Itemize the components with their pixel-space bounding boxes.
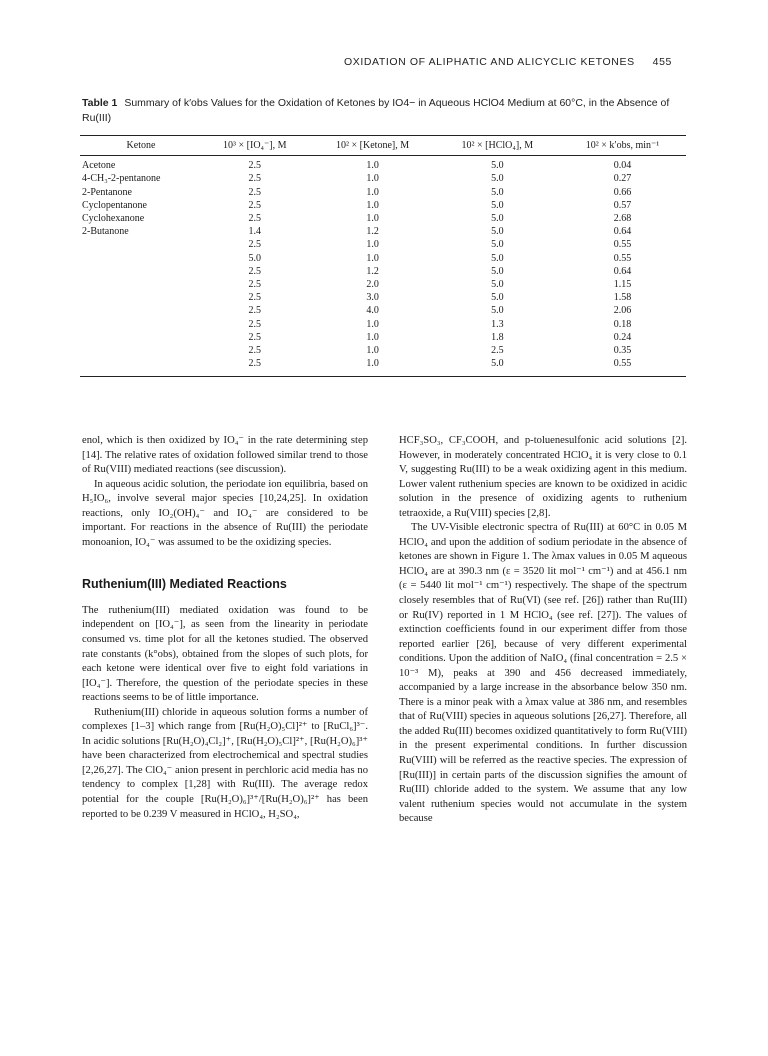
table-cell: 5.0 bbox=[436, 357, 559, 377]
table-cell: 2.5 bbox=[248, 199, 262, 211]
table-cell bbox=[80, 357, 200, 377]
table-cell: 0.64 bbox=[613, 226, 632, 238]
table-cell: 0.04 bbox=[613, 160, 632, 172]
table-cell: Cyclohexanone bbox=[82, 213, 145, 225]
column-header: 10² × [Ketone], M bbox=[310, 136, 436, 156]
paragraph: HCF₃SO₃, CF₃COOH, and p-toluenesulfonic acid solutions [2]. However, in moderately concentrated HClO₄ it is very close to 0.1 V, suggesting Ru(III) to be a weak oxidizing agent in this medium. Lower valent ruthenium species are known to be oxidized in acidic solution in the presence of oxidizing agents to ruthenium tetraoxide, a Ru(VIII) species [2,8]. bbox=[399, 435, 687, 519]
paragraph: Ruthenium(III) chloride in aqueous solution forms a number of complexes [1–3] which range from [Ru(H₂O)₅Cl]²⁺ to [RuCl₆]³⁻. In acidic solutions [Ru(H₂O)₄Cl₂]⁺, [Ru(H₂O)₅Cl]²⁺, [Ru(H₂O)₆]³⁺ have been characterized from electrochemical and spectral studies [2,26,27]. The ClO₄⁻ anion present in perchloric acid media has no tendency to complex [1,28] with Ru(III). The average redox potential for the couple [Ru(H₂O)₆]³⁺/[Ru(H₂O)₆]²⁺ has been reported to be 0.239 V measured in HClO₄, H₂SO₄, bbox=[82, 706, 368, 820]
table-cell: 1.0 bbox=[366, 199, 379, 211]
table-cell: 1.3 bbox=[491, 318, 504, 330]
table-cell bbox=[80, 278, 200, 291]
table-cell: 2.5 bbox=[248, 239, 262, 251]
table-cell: 2.5 bbox=[491, 345, 504, 357]
table-cell: 2.06 bbox=[613, 305, 632, 317]
table-cell: 1.0 bbox=[366, 160, 379, 172]
table-cell: 0.55 bbox=[613, 252, 632, 264]
table-cell: 2.68 bbox=[613, 213, 632, 225]
table-cell: 5.0 bbox=[491, 186, 504, 198]
table-cell: 5.0 bbox=[491, 265, 504, 277]
table-cell: 1.2 bbox=[366, 265, 379, 277]
table-cell: 2.5 bbox=[248, 160, 262, 172]
table-cell bbox=[80, 344, 200, 357]
table-cell: 4.0 bbox=[366, 305, 379, 317]
table-cell bbox=[80, 331, 200, 344]
table-cell: 2.5 bbox=[248, 213, 262, 225]
table-cell: 3.0 bbox=[366, 292, 379, 304]
table-cell: 5.0 bbox=[491, 252, 504, 264]
table-row bbox=[80, 357, 686, 377]
table-cell bbox=[80, 304, 200, 317]
table-cell: 1.4 bbox=[248, 226, 262, 238]
table-cell: 1.0 bbox=[366, 252, 379, 264]
table-row bbox=[80, 304, 686, 317]
column-header: 10² × k′obs, min⁻¹ bbox=[559, 136, 686, 156]
table-cell: 0.24 bbox=[613, 331, 632, 343]
table-cell: 2.5 bbox=[248, 292, 262, 304]
table-row bbox=[80, 212, 686, 225]
column-header: 10³ × [IO₄⁻], M bbox=[200, 136, 310, 156]
table-row bbox=[80, 344, 686, 357]
table-cell: Cyclopentanone bbox=[82, 199, 147, 211]
table-cell bbox=[80, 252, 200, 265]
table-row bbox=[80, 225, 686, 238]
table-cell: 2.5 bbox=[248, 305, 262, 317]
table-cell: 1.0 bbox=[366, 331, 379, 343]
table-header-row bbox=[80, 136, 686, 156]
table-cell: 1.58 bbox=[613, 292, 632, 304]
table-cell: 2.5 bbox=[200, 357, 310, 377]
table-cell: 5.0 bbox=[491, 160, 504, 172]
column-header: Ketone bbox=[80, 136, 200, 156]
table-cell: 0.55 bbox=[613, 239, 632, 251]
section-heading: Ruthenium(III) Mediated Reactions bbox=[82, 577, 287, 592]
table-cell: 2.5 bbox=[248, 318, 262, 330]
table-cell: 5.0 bbox=[491, 239, 504, 251]
table-cell: 0.66 bbox=[613, 186, 632, 198]
table-cell: 2.5 bbox=[248, 279, 262, 291]
table-label: Table 1 bbox=[82, 97, 118, 109]
table-row bbox=[80, 252, 686, 265]
table-cell bbox=[80, 291, 200, 304]
table-row bbox=[80, 291, 686, 304]
table-body bbox=[80, 156, 686, 377]
table-cell: 5.0 bbox=[491, 199, 504, 211]
left-text-column bbox=[82, 434, 368, 822]
table-cell: 2.0 bbox=[366, 279, 379, 291]
paragraph: The ruthenium(III) mediated oxidation was found to be independent on [IO₄⁻], as seen from the linearity in periodate consumed vs. time plot for all the ketones studied. The observed rate constants (k°obs), obtained from the slopes of such plots, for each ketone were identical over five to eight fold variations in [IO₄⁻]. Therefore, the question of the periodate species in these reactions seems to be of little importance. bbox=[82, 604, 368, 704]
table-cell: Acetone bbox=[82, 160, 116, 172]
table-cell: 2.5 bbox=[248, 345, 262, 357]
paragraph: The UV-Visible electronic spectra of Ru(III) at 60°C in 0.05 M HClO₄ and upon the addition of sodium periodate in the absence of ketones are shown in Figure 1. The λmax values in 0.05 M aqueous HClO₄ are at 390.3 nm (ε = 3520 lit mol⁻¹ cm⁻¹) and at 456.1 nm (ε = 5440 lit mol⁻¹ cm⁻¹) respectively. The shape of the spectrum closely resembles that of Ru(VI) (see ref. [26]) rather than Ru(III) or Ru(IV) reported in 1 M HClO₄ (see ref. [27]). The values of extinction coefficients found in our experiment differ from those reported earlier [26], because of very different experimental conditions. Upon the addition of NaIO₄ (final concentration = 2.5 × 10⁻³ M), peaks at 390 and 456 decreased immediately, accompanied by a large increase in the absorbance below 350 nm. There is a minor peak with a λmax value at 386 nm, and resembles that of Ru(VIII) species in aqueous solutions [26,27]. Therefore, all the added Ru(III) becomes oxidized quantitatively to form Ru(VIII) in the present experimental conditions. In further discussion Ru(VIII) will be referred as the reactive species. The expression of [Ru(III)] in certain parts of the discussion signifies the amount of Ru(III) chloride added to the system. We assume that any low valent ruthenium species would not accumulate in the system because bbox=[399, 522, 687, 825]
table-cell: 5.0 bbox=[491, 292, 504, 304]
table-cell: 2-Butanone bbox=[82, 226, 129, 238]
table-cell: 4-CH₃-2-pentanone bbox=[82, 173, 161, 185]
table-cell: 5.0 bbox=[491, 279, 504, 291]
paragraph: enol, which is then oxidized by IO₄⁻ in the rate determining step [14]. The relative rates of oxidation followed similar trend to those of Ru(VIII) mediated reactions (see discussion). bbox=[82, 435, 368, 476]
table-cell bbox=[80, 238, 200, 251]
table-cell: 1.0 bbox=[366, 345, 379, 357]
ketone-rate-table bbox=[80, 135, 686, 377]
table-cell: 5.0 bbox=[491, 305, 504, 317]
table-cell: 1.0 bbox=[366, 239, 379, 251]
table-cell: 1.15 bbox=[613, 279, 632, 291]
table-cell: 1.0 bbox=[366, 213, 379, 225]
table-row bbox=[80, 278, 686, 291]
table-cell: 5.0 bbox=[491, 213, 504, 225]
page-number: 455 bbox=[652, 56, 672, 68]
table-row bbox=[80, 186, 686, 199]
table-cell: 2.5 bbox=[248, 265, 262, 277]
table-cell: 1.0 bbox=[366, 318, 379, 330]
table-row bbox=[80, 172, 686, 185]
table-row bbox=[80, 238, 686, 251]
table-cell bbox=[80, 265, 200, 278]
table-cell: 2.5 bbox=[248, 173, 262, 185]
table-cell bbox=[80, 318, 200, 331]
table-cell: 0.35 bbox=[613, 345, 632, 357]
table-cell: 2.5 bbox=[248, 186, 262, 198]
table-cell: 2-Pentanone bbox=[82, 186, 132, 198]
table-row bbox=[80, 331, 686, 344]
table-cell: 5.0 bbox=[491, 226, 504, 238]
table-cell: 5.0 bbox=[491, 173, 504, 185]
table-cell: 1.0 bbox=[366, 186, 379, 198]
table-cell: 1.0 bbox=[310, 357, 436, 377]
table-cell: 2.5 bbox=[248, 331, 262, 343]
running-title: OXIDATION OF ALIPHATIC AND ALICYCLIC KETONES bbox=[343, 56, 635, 68]
table-row bbox=[80, 156, 686, 173]
paragraph: In aqueous acidic solution, the periodate ion equilibria, based on H₅IO₆, involve several major species [10,24,25]. In oxidation reactions, only IO₂(OH)₄⁻ and IO₄⁻ are considered to be important. For reactions in the absence of Ru(III) the periodate monoanion, IO₄⁻ was assumed to be the oxidizing species. bbox=[82, 478, 368, 548]
table-cell: 0.64 bbox=[613, 265, 632, 277]
table-caption-text: Summary of k′obs Values for the Oxidation of Ketones by IO4− in Aqueous HClO4 Medium at 60°C, in the Absence of Ru(III) bbox=[82, 97, 670, 124]
table-cell: 0.55 bbox=[559, 357, 686, 377]
table-caption bbox=[82, 96, 686, 126]
table-row bbox=[80, 318, 686, 331]
table-row bbox=[80, 265, 686, 278]
column-header: 10² × [HClO₄], M bbox=[436, 136, 559, 156]
table-cell: 0.57 bbox=[613, 199, 632, 211]
right-text-column bbox=[399, 434, 687, 827]
table-cell: 1.8 bbox=[491, 331, 504, 343]
running-header bbox=[344, 56, 672, 68]
table-row bbox=[80, 199, 686, 212]
table-cell: 1.0 bbox=[366, 173, 379, 185]
table-cell: 0.27 bbox=[613, 173, 632, 185]
table-cell: 0.18 bbox=[613, 318, 632, 330]
table-cell: 1.2 bbox=[366, 226, 379, 238]
table-cell: 5.0 bbox=[248, 252, 262, 264]
